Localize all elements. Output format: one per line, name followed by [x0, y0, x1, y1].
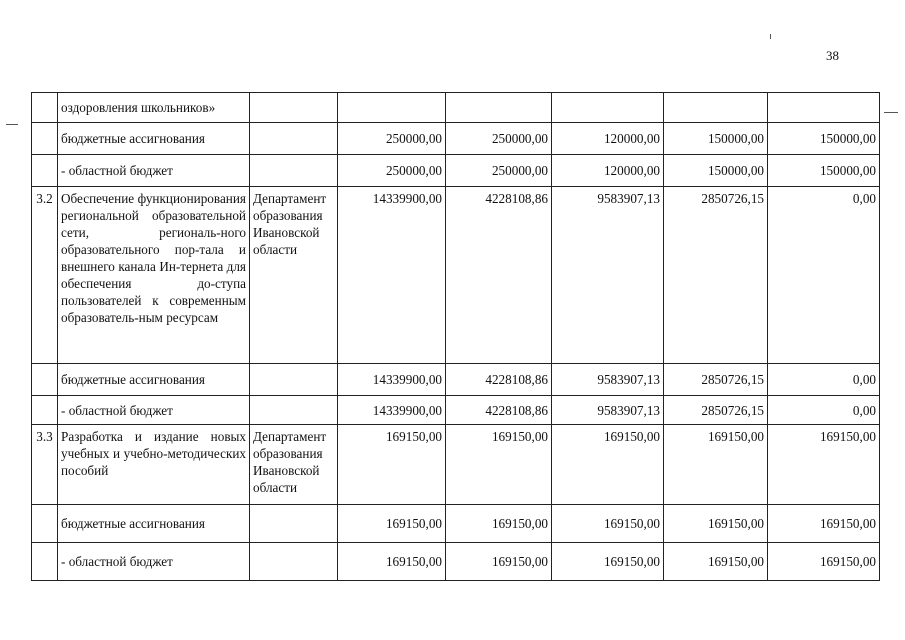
row-name: бюджетные ассигнования	[58, 505, 250, 543]
row-executor	[250, 123, 338, 155]
row-value: 169150,00	[446, 425, 552, 505]
row-value	[664, 93, 768, 123]
row-value: 14339900,00	[338, 187, 446, 364]
row-number	[32, 123, 58, 155]
row-executor: Департамент образования Ивановской области	[250, 187, 338, 364]
row-value: 4228108,86	[446, 396, 552, 425]
row-value: 169150,00	[552, 425, 664, 505]
table-row	[32, 155, 880, 187]
row-name: бюджетные ассигнования	[58, 123, 250, 155]
table-row	[32, 123, 880, 155]
row-value: 0,00	[768, 364, 880, 396]
row-name: - областной бюджет	[58, 543, 250, 581]
row-value: 2850726,15	[664, 364, 768, 396]
table-row	[32, 93, 880, 123]
row-value: 120000,00	[552, 155, 664, 187]
row-number	[32, 93, 58, 123]
row-value: 250000,00	[338, 123, 446, 155]
row-value: 0,00	[768, 396, 880, 425]
row-name: - областной бюджет	[58, 396, 250, 425]
row-value: 14339900,00	[338, 396, 446, 425]
table-row	[32, 396, 880, 425]
row-value: 169150,00	[664, 543, 768, 581]
row-value: 169150,00	[338, 543, 446, 581]
row-name: оздоровления школьников»	[58, 93, 250, 123]
row-executor: Департамент образования Ивановской области	[250, 425, 338, 505]
budget-table	[31, 92, 880, 581]
row-value: 169150,00	[768, 543, 880, 581]
row-value: 250000,00	[446, 123, 552, 155]
row-value: 14339900,00	[338, 364, 446, 396]
row-value: 169150,00	[446, 543, 552, 581]
row-name: Разработка и издание новых учебных и учебно-методических пособий	[58, 425, 250, 505]
row-value: 9583907,13	[552, 396, 664, 425]
row-number	[32, 543, 58, 581]
row-value: 0,00	[768, 187, 880, 364]
row-value: 169150,00	[664, 425, 768, 505]
row-value	[552, 93, 664, 123]
row-value: 2850726,15	[664, 187, 768, 364]
row-value: 169150,00	[338, 425, 446, 505]
row-value: 169150,00	[552, 543, 664, 581]
row-value: 169150,00	[338, 505, 446, 543]
row-value: 250000,00	[338, 155, 446, 187]
row-value: 120000,00	[552, 123, 664, 155]
row-value	[338, 93, 446, 123]
scan-mark-right	[884, 112, 898, 113]
row-value	[768, 93, 880, 123]
table-row	[32, 364, 880, 396]
row-value: 2850726,15	[664, 396, 768, 425]
table-row	[32, 543, 880, 581]
row-executor	[250, 543, 338, 581]
row-value	[446, 93, 552, 123]
row-executor	[250, 505, 338, 543]
scan-tick-top	[770, 34, 771, 39]
row-name: Обеспечение функционирования региональной образовательной сети, региональ-ного образовательного пор-тала и внешнего канала Ин-тернета для обеспечения до-ступа пользователей к современным образователь-ным ресурсам	[58, 187, 250, 364]
row-number	[32, 396, 58, 425]
page-number: 38	[826, 48, 839, 63]
row-number: 3.2	[32, 187, 58, 364]
row-name: бюджетные ассигнования	[58, 364, 250, 396]
row-name: - областной бюджет	[58, 155, 250, 187]
scan-mark-left	[6, 124, 18, 125]
row-value: 169150,00	[664, 505, 768, 543]
row-value: 150000,00	[768, 123, 880, 155]
table-row	[32, 187, 880, 364]
row-value: 169150,00	[446, 505, 552, 543]
row-number: 3.3	[32, 425, 58, 505]
row-value: 4228108,86	[446, 187, 552, 364]
row-number	[32, 505, 58, 543]
row-value: 9583907,13	[552, 364, 664, 396]
row-executor	[250, 364, 338, 396]
row-value: 250000,00	[446, 155, 552, 187]
row-executor	[250, 93, 338, 123]
row-value: 4228108,86	[446, 364, 552, 396]
row-number	[32, 364, 58, 396]
row-executor	[250, 155, 338, 187]
row-value: 150000,00	[664, 155, 768, 187]
table-row	[32, 425, 880, 505]
row-value: 169150,00	[768, 505, 880, 543]
row-executor	[250, 396, 338, 425]
row-value: 169150,00	[768, 425, 880, 505]
row-value: 169150,00	[552, 505, 664, 543]
row-number	[32, 155, 58, 187]
row-value: 150000,00	[664, 123, 768, 155]
table-row	[32, 505, 880, 543]
row-value: 9583907,13	[552, 187, 664, 364]
row-value: 150000,00	[768, 155, 880, 187]
